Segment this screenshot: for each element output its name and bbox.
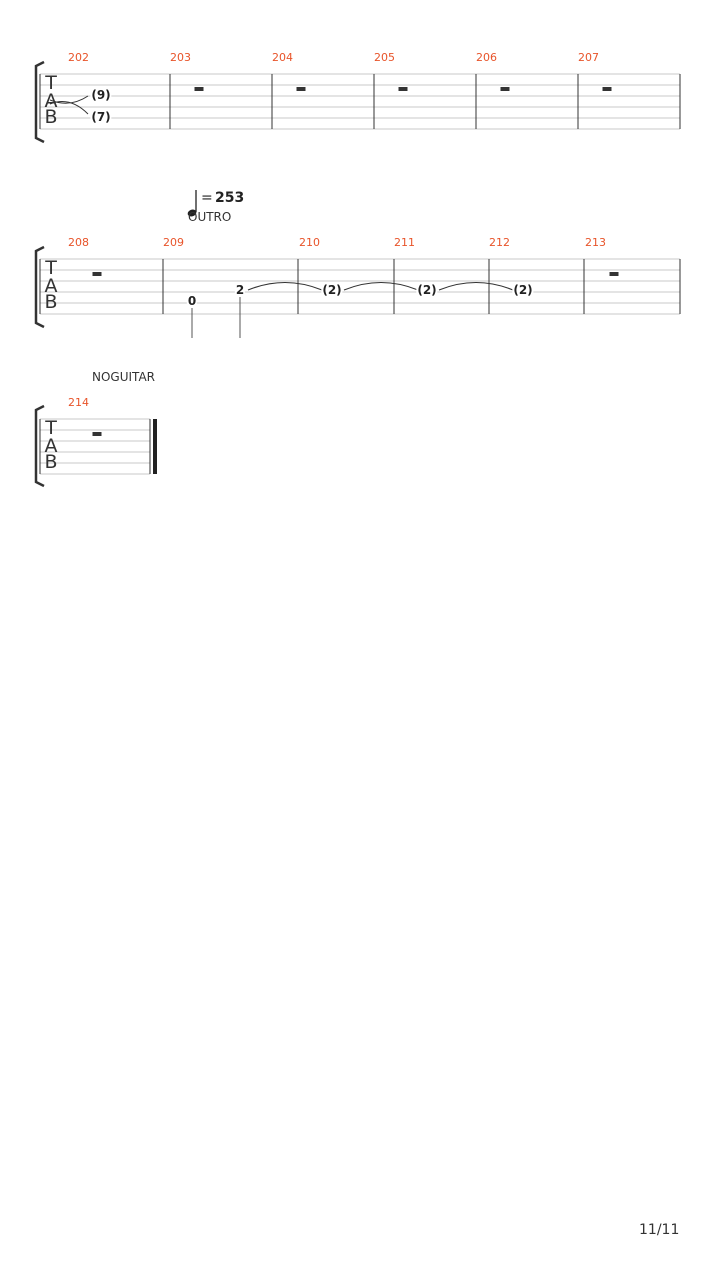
whole-rest [195,87,204,91]
measure-number: 208 [68,236,89,249]
measure-number: 204 [272,51,293,64]
fret-note: (2) [322,283,342,297]
fret-note: (2) [513,283,533,297]
measure-number: 213 [585,236,606,249]
whole-rest [501,87,510,91]
section-marker: NOGUITAR [92,370,155,384]
tab-clef-t: T [45,417,57,439]
tempo-equals: = [201,190,213,206]
whole-rest [610,272,619,276]
measure-number: 212 [489,236,510,249]
whole-rest [399,87,408,91]
tempo-bpm: 253 [215,190,245,206]
tab-clef-b: B [44,451,58,473]
fret-note: (2) [417,283,437,297]
staff-lines [0,180,720,350]
measure-number: 211 [394,236,415,249]
tie-arc [248,283,322,291]
measure-number: 210 [299,236,320,249]
measure-number: 209 [163,236,184,249]
fret-note: (7) [91,110,111,124]
tab-clef-b: B [44,106,58,128]
system-1 [0,0,720,160]
measure-number: 203 [170,51,191,64]
fret-note: 0 [187,294,197,308]
final-barline-thick [153,419,157,474]
fret-note: 2 [235,283,245,297]
tab-clef-t: T [45,257,57,279]
tab-clef-a: A [44,275,58,297]
tie-arc [344,283,418,291]
system-3 [0,360,720,500]
section-marker: OUTRO [188,210,232,224]
measure-number: 214 [68,396,89,409]
whole-rest [93,432,102,436]
tab-clef-b: B [44,291,58,313]
tab-clef-a: A [44,435,58,457]
whole-rest [93,272,102,276]
tab-clef-a: A [44,90,58,112]
system-2 [0,180,720,350]
tie-arc [439,283,513,291]
tab-clef-t: T [45,72,57,94]
measure-number: 207 [578,51,599,64]
page-number: 11/11 [639,1222,680,1238]
staff-lines [0,0,720,160]
measure-number: 206 [476,51,497,64]
whole-rest [603,87,612,91]
measure-number: 205 [374,51,395,64]
fret-note: (9) [91,88,111,102]
whole-rest [297,87,306,91]
measure-number: 202 [68,51,89,64]
